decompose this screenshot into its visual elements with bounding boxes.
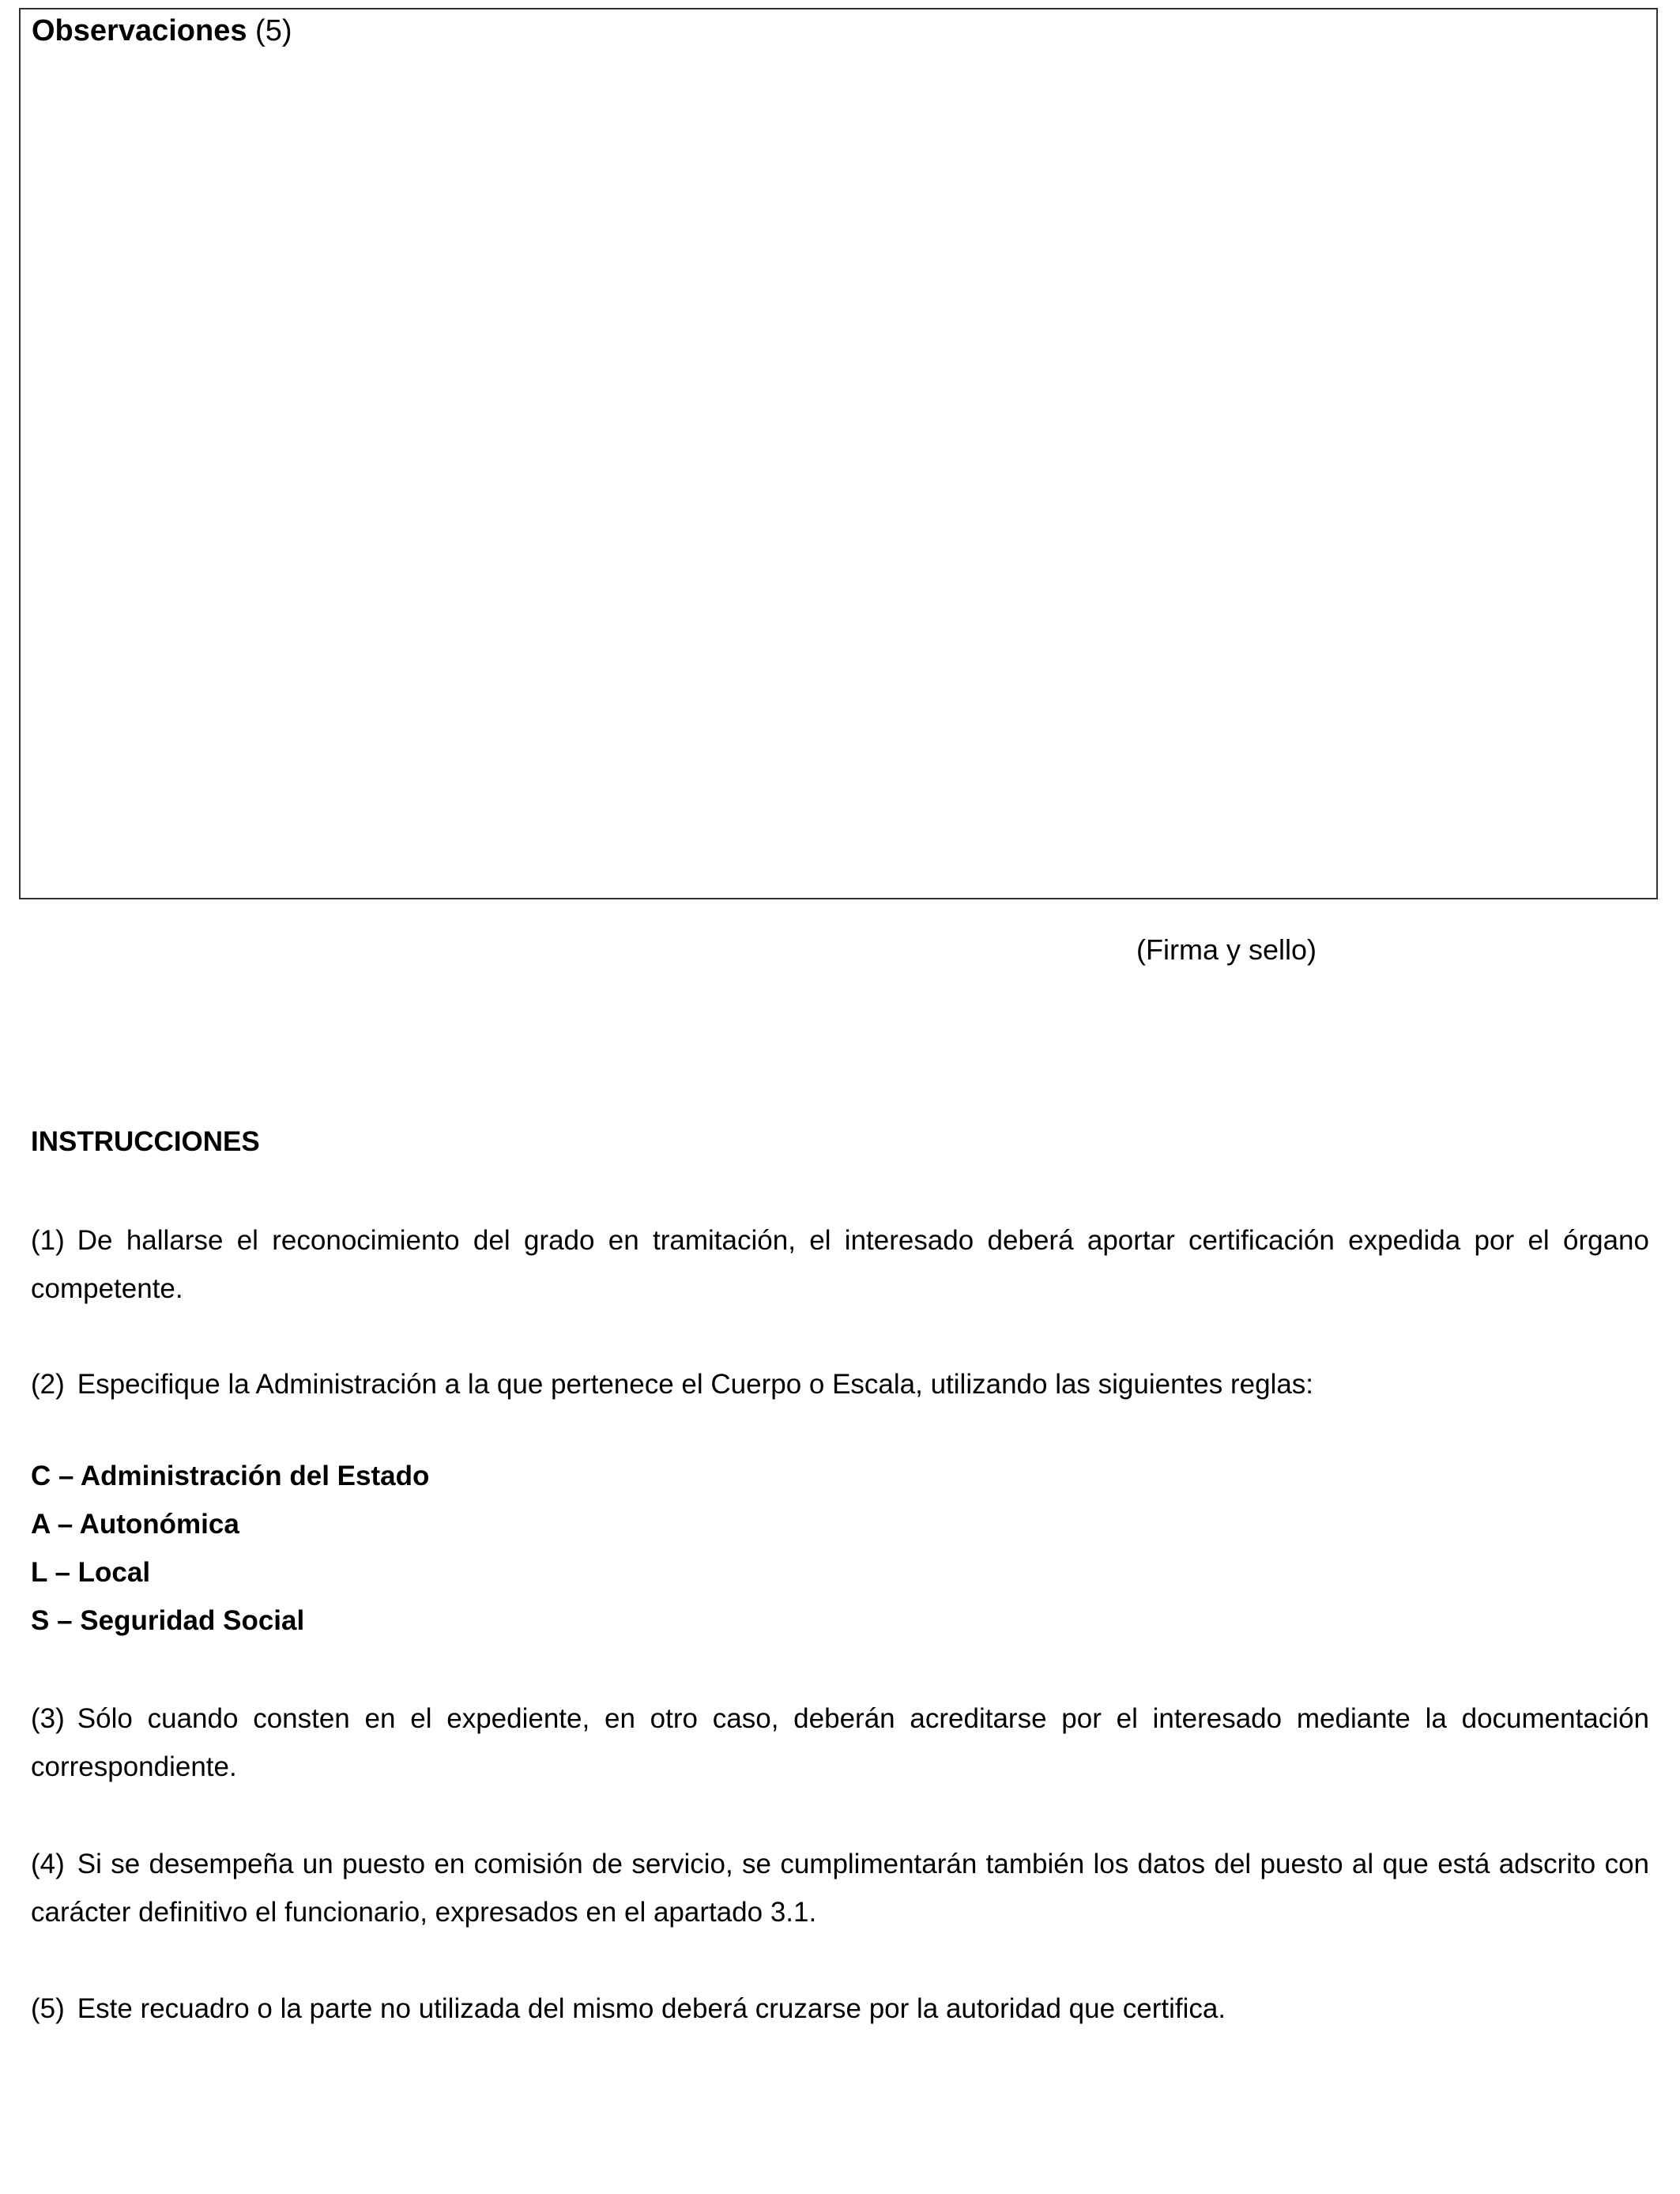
instruccion-1 (31, 1216, 1649, 1313)
instruccion-1-text: De hallarse el reconocimiento del grado en tramitación, el interesado deberá aportar certificación expedida por el órgano competente. (31, 1225, 1649, 1304)
instruccion-3 (31, 1695, 1649, 1791)
instruccion-5-text: Este recuadro o la parte no utilizada del mismo deberá cruzarse por la autoridad que certifica. (77, 1993, 1226, 2024)
instruccion-3-text: Sólo cuando consten en el expediente, en otro caso, deberán acreditarse por el interesado mediante la documentación correspondiente. (31, 1703, 1649, 1782)
instruccion-4-num: (4) (31, 1849, 65, 1879)
instruccion-2-num: (2) (31, 1369, 65, 1400)
codigo-local: L – Local (31, 1557, 151, 1588)
observaciones-label: Observaciones (32, 14, 247, 47)
codigo-administracion-estado: C – Administración del Estado (31, 1461, 430, 1491)
instruccion-2 (31, 1360, 1649, 1408)
observaciones-title (32, 11, 292, 51)
instruccion-5-num: (5) (31, 1993, 65, 2024)
codigo-seguridad-social: S – Seguridad Social (31, 1605, 305, 1636)
observaciones-note: (5) (255, 14, 292, 47)
instruccion-1-num: (1) (31, 1225, 65, 1256)
instrucciones-heading: INSTRUCCIONES (31, 1126, 260, 1157)
instruccion-4 (31, 1840, 1649, 1936)
instruccion-4-text: Si se desempeña un puesto en comisión de servicio, se cumplimentarán también los datos del puesto al que está adscrito con carácter definitivo el funcionario, expresados en el apartado 3.1. (31, 1849, 1649, 1928)
instruccion-2-text: Especifique la Administración a la que pertenece el Cuerpo o Escala, utilizando las siguientes reglas: (77, 1369, 1314, 1400)
instruccion-5 (31, 1985, 1649, 2033)
codigo-autonomica: A – Autonómica (31, 1509, 239, 1540)
firma-y-sello: (Firma y sello) (1136, 933, 1317, 966)
instruccion-3-num: (3) (31, 1703, 65, 1734)
observaciones-box (19, 8, 1658, 899)
